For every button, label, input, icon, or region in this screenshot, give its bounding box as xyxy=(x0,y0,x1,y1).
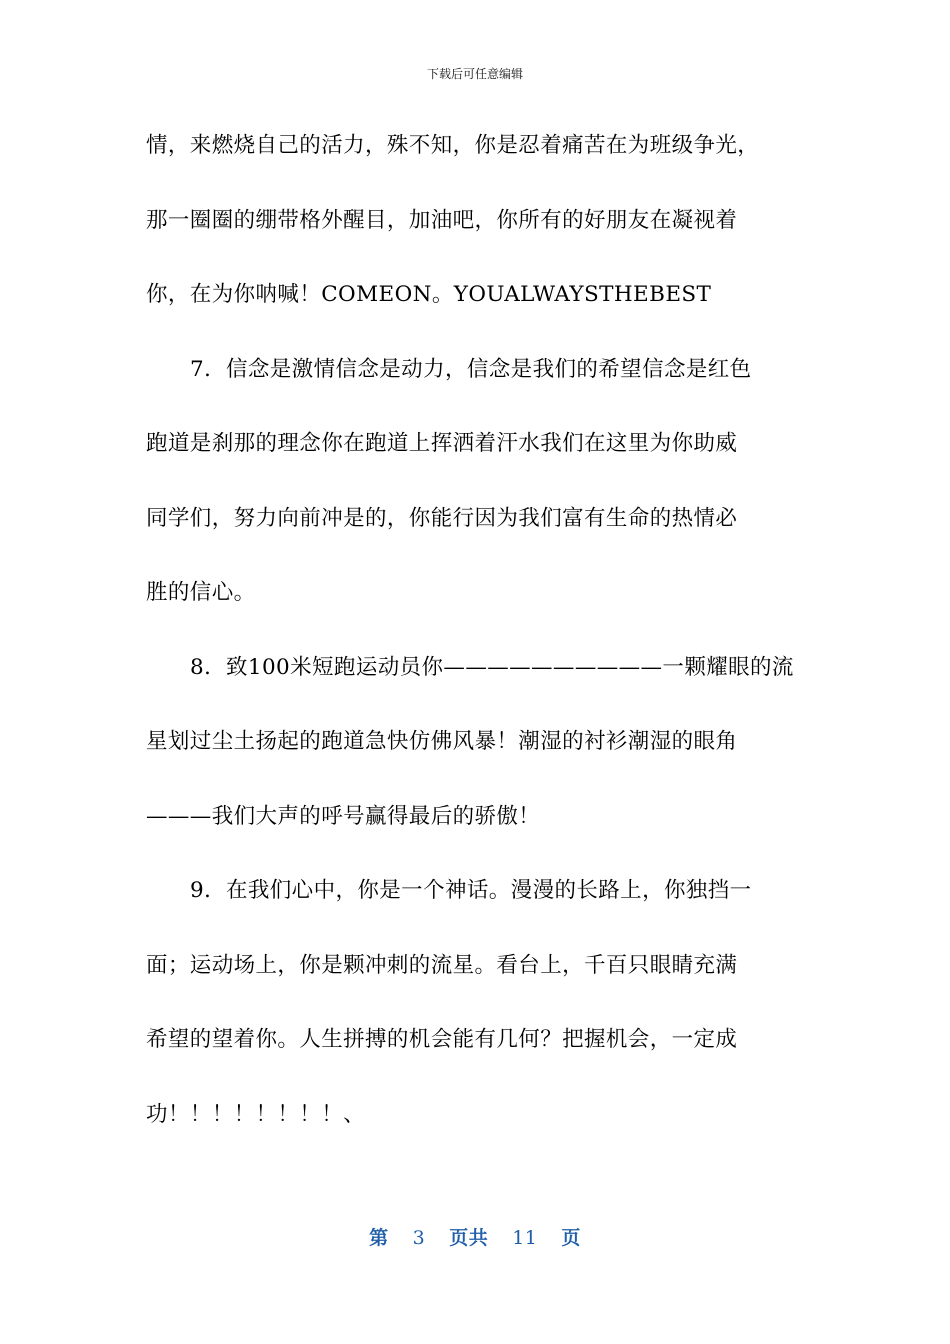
paragraph-7-start: 7．信念是激情信念是动力，信念是我们的希望信念是红色 xyxy=(190,356,752,382)
paragraph-8-start: 8．致100米短跑运动员你——————————一颗耀眼的流 xyxy=(190,654,794,680)
text-line: 跑道是刹那的理念你在跑道上挥洒着汗水我们在这里为你助威 xyxy=(146,431,738,456)
total-pages-number: 11 xyxy=(512,1227,538,1249)
text-line: 面；运动场上，你是颗冲刺的流星。看台上，千百只眼睛充满 xyxy=(146,952,738,978)
text-line: ———我们大声的呼号赢得最后的骄傲！ xyxy=(146,803,541,829)
text-line: 情，来燃烧自己的活力，殊不知，你是忍着痛苦在为班级争光， xyxy=(146,133,760,158)
text-line: 星划过尘土扬起的跑道急快仿佛风暴！潮湿的衬衫潮湿的眼角 xyxy=(146,729,738,754)
footer-suffix: 页 xyxy=(561,1227,581,1249)
paragraph-9-start: 9．在我们心中，你是一个神话。漫漫的长路上，你独挡一 xyxy=(190,878,752,903)
text-line: 那一圈圈的绷带格外醒目，加油吧，你所有的好朋友在凝视着 xyxy=(146,207,738,233)
text-line: 希望的望着你。人生拼搏的机会能有几何？把握机会，一定成 xyxy=(146,1027,738,1052)
text-line: 胜的信心。 xyxy=(146,580,256,605)
footer-middle: 页共 xyxy=(449,1227,489,1249)
text-line: 功！！！！！！！！、 xyxy=(146,1101,366,1127)
text-line: 你，在为你呐喊！COMEON。YOUALWAYSTHEBEST xyxy=(146,282,712,307)
page-header: 下载后可任意编辑 xyxy=(426,67,523,81)
page-footer xyxy=(0,1225,950,1251)
document-body xyxy=(146,120,811,1163)
current-page-number: 3 xyxy=(412,1227,426,1249)
footer-prefix: 第 xyxy=(369,1227,389,1249)
text-line: 同学们，努力向前冲是的，你能行因为我们富有生命的热情必 xyxy=(146,505,738,531)
